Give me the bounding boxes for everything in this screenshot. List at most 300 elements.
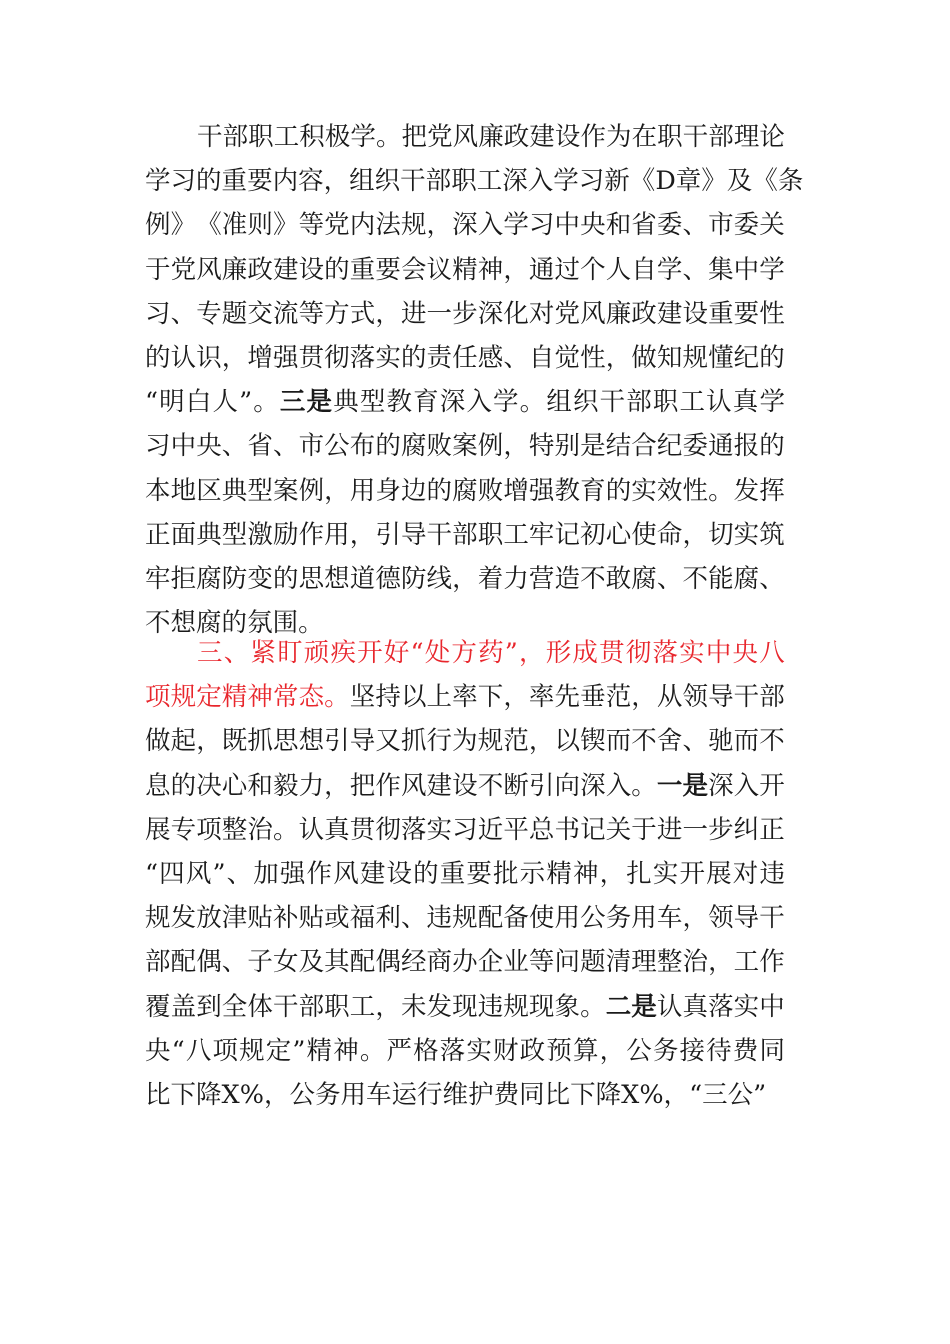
text-char: 职 — [451, 166, 477, 197]
text-char: 部 — [298, 991, 325, 1022]
text-char: 典 — [196, 519, 222, 550]
text-char: 职 — [652, 387, 679, 418]
text-char: 毅 — [272, 770, 299, 801]
text-char: 。 — [375, 122, 402, 152]
text-char: 育 — [413, 387, 439, 418]
text-char: 做 — [145, 726, 171, 757]
text-char: 下 — [477, 682, 504, 713]
text-char: 行 — [426, 726, 453, 757]
text-char: 集 — [708, 254, 734, 285]
text-char: 干 — [759, 903, 785, 934]
text-line — [145, 424, 785, 468]
text-char: 交 — [247, 298, 273, 329]
text-char: 步 — [708, 814, 734, 845]
text-char: 作 — [580, 122, 606, 152]
text-char: 职 — [248, 122, 274, 152]
text-char: 省 — [631, 210, 657, 241]
text-char: 干 — [197, 122, 223, 152]
text-char: 不 — [477, 770, 504, 801]
text-char: 从 — [656, 682, 683, 713]
text-char: 对 — [732, 858, 759, 889]
text-char: 纠 — [733, 814, 760, 845]
text-char: 真 — [324, 814, 350, 845]
text-char: 深 — [439, 387, 466, 418]
text-char: 开 — [679, 858, 706, 889]
text-char: 实 — [631, 475, 657, 506]
text-char: ， — [503, 254, 529, 285]
heading-char: 好 — [383, 638, 410, 668]
text-char: 同 — [759, 1035, 785, 1066]
text-char: 中 — [554, 210, 581, 241]
text-char: 认 — [706, 387, 732, 418]
text-char: 车 — [656, 903, 683, 934]
text-char: 腐 — [196, 563, 222, 594]
heading-char: 神 — [247, 682, 273, 713]
text-char: ， — [324, 475, 350, 506]
text-char: 任 — [452, 342, 478, 373]
text-char: 委 — [733, 210, 760, 241]
text-char: 深 — [708, 770, 734, 801]
text-char: 的 — [272, 563, 299, 594]
text-char: 、 — [170, 298, 197, 329]
text-line — [145, 1029, 785, 1073]
text-char: 设 — [682, 298, 708, 329]
text-char: 为 — [606, 122, 632, 152]
text-char: 务 — [605, 903, 632, 934]
text-char: 书 — [554, 814, 581, 845]
text-char: 《 — [629, 166, 656, 197]
text-char: 型 — [221, 519, 248, 550]
text-char: 干 — [426, 519, 453, 550]
text-char: 党 — [170, 254, 197, 285]
text-char: 备 — [503, 903, 529, 934]
text-char: “ — [689, 1079, 703, 1110]
text-char: 心 — [605, 519, 632, 550]
text-char: 织 — [572, 387, 599, 418]
text-char: ， — [426, 210, 453, 241]
text-char: 规 — [477, 726, 504, 757]
text-char: 使 — [528, 903, 555, 934]
text-char: 市 — [298, 431, 325, 462]
text-char: 部 — [425, 166, 452, 197]
text-char: 规 — [503, 991, 529, 1022]
text-char: 风 — [333, 858, 359, 889]
text-char: 神 — [477, 254, 504, 285]
text-char: 商 — [426, 947, 453, 978]
text-char: 率 — [528, 682, 555, 713]
text-char: 而 — [605, 726, 632, 757]
text-char: 党 — [427, 122, 453, 152]
text-char: 建 — [529, 122, 555, 152]
text-char: 部 — [626, 387, 652, 418]
text-char: 别 — [554, 431, 581, 462]
text-char: 公 — [727, 1079, 754, 1110]
heading-char: 方 — [451, 638, 477, 668]
text-char: 学 — [145, 166, 171, 197]
text-char: 比 — [145, 1079, 171, 1110]
text-char: 方 — [324, 298, 350, 329]
text-char: 关 — [759, 210, 785, 241]
text-char: 上 — [426, 682, 453, 713]
text-char: 偶 — [196, 947, 222, 978]
text-char: 教 — [386, 387, 412, 418]
text-char: ， — [663, 1079, 690, 1110]
text-char: 工 — [733, 947, 760, 978]
text-char: 风 — [196, 254, 222, 285]
text-char: 腐 — [196, 608, 222, 639]
text-char: 公 — [580, 903, 606, 934]
text-char: 用 — [554, 903, 581, 934]
text-char: 化 — [503, 298, 529, 329]
text-char: 整 — [656, 947, 683, 978]
text-char: 筑 — [759, 519, 785, 550]
text-char: 费 — [493, 1079, 520, 1110]
text-char: 人 — [605, 254, 632, 285]
text-char: 牢 — [145, 563, 171, 594]
text-char: 政 — [247, 254, 273, 285]
text-char: ， — [605, 342, 632, 373]
text-char: 想 — [324, 563, 350, 594]
text-char: 报 — [733, 431, 760, 462]
text-char: 为 — [452, 726, 478, 757]
text-char: 规 — [400, 210, 427, 241]
text-char: 能 — [708, 563, 734, 594]
text-char: 垂 — [580, 682, 606, 713]
text-char: ， — [708, 947, 734, 978]
text-char: 认 — [656, 991, 683, 1022]
text-char: 现 — [452, 991, 478, 1022]
text-char: 配 — [170, 947, 197, 978]
heading-char: 疾 — [330, 638, 356, 668]
text-line — [145, 631, 785, 675]
text-char: 市 — [708, 210, 734, 241]
heading-char: ” — [504, 638, 518, 668]
text-line — [145, 852, 785, 896]
text-char: 防 — [400, 563, 427, 594]
text-char: 福 — [349, 903, 376, 934]
text-char: 及 — [298, 947, 325, 978]
text-char: ， — [196, 726, 222, 757]
text-char: 深 — [452, 210, 478, 241]
text-char: ， — [452, 563, 478, 594]
text-char: 落 — [400, 814, 427, 845]
text-char: 及 — [726, 166, 753, 197]
text-char: 。 — [631, 770, 657, 801]
text-char: 典 — [221, 475, 248, 506]
text-char: 要 — [733, 298, 760, 329]
text-char: 内 — [272, 166, 299, 197]
text-line — [145, 808, 785, 852]
text-char: 氛 — [247, 608, 273, 639]
heading-char: 彻 — [625, 638, 652, 668]
emphasis-char: 二 — [605, 991, 632, 1022]
heading-char: ， — [519, 638, 545, 668]
text-char: 公 — [626, 1035, 652, 1066]
text-char: 切 — [708, 519, 734, 550]
text-char: 津 — [221, 903, 248, 934]
text-char: 落 — [439, 1035, 466, 1066]
text-char: 规 — [145, 903, 171, 934]
text-char: 央 — [145, 1035, 171, 1066]
text-char: 章 — [675, 166, 702, 197]
text-char: 干 — [272, 991, 299, 1022]
text-char: 实 — [652, 858, 679, 889]
paragraph-study-education — [145, 115, 804, 645]
heading-char: 八 — [759, 638, 785, 668]
text-char: 变 — [247, 563, 273, 594]
text-char: 过 — [554, 254, 581, 285]
text-char: 女 — [272, 947, 299, 978]
text-char: 不 — [145, 608, 171, 639]
text-char: 学 — [656, 254, 683, 285]
text-char: 开 — [759, 770, 785, 801]
text-char: 学 — [350, 122, 376, 152]
text-char: 牢 — [528, 519, 555, 550]
text-char: 决 — [196, 770, 222, 801]
emphasis-char: 是 — [631, 991, 657, 1022]
heading-char: “ — [410, 638, 424, 668]
text-char: 本 — [145, 475, 171, 506]
text-char: 积 — [299, 122, 325, 152]
text-char: 发 — [733, 475, 760, 506]
text-char: 认 — [170, 342, 197, 373]
text-char: 要 — [466, 858, 492, 889]
text-char: 学 — [503, 210, 529, 241]
text-char: 又 — [375, 726, 401, 757]
text-char: 懂 — [708, 342, 734, 373]
text-char: 展 — [145, 814, 171, 845]
heading-char: 常 — [272, 682, 299, 713]
text-char: 败 — [426, 431, 453, 462]
text-char: 进 — [400, 298, 427, 329]
emphasis-char: 三 — [279, 387, 306, 418]
text-char: 是 — [580, 431, 606, 462]
text-char: 的 — [413, 858, 439, 889]
text-char: 发 — [170, 903, 197, 934]
text-char: 型 — [247, 475, 273, 506]
emphasis-char: 是 — [306, 387, 333, 418]
text-char: 不 — [631, 726, 657, 757]
text-char: 入 — [466, 387, 492, 418]
text-char: 例 — [298, 475, 325, 506]
text-char: 神 — [572, 858, 599, 889]
text-char: ， — [528, 726, 555, 757]
text-char: 风 — [185, 858, 212, 889]
text-char: 配 — [349, 947, 376, 978]
text-line — [145, 675, 785, 719]
text-char: 舍 — [656, 726, 683, 757]
text-char: 新 — [604, 166, 630, 197]
text-char: ， — [263, 1079, 290, 1110]
text-char: 向 — [554, 770, 581, 801]
text-char: 专 — [196, 298, 222, 329]
text-char: ， — [503, 682, 529, 713]
text-char: 于 — [631, 814, 657, 845]
text-char: 的 — [426, 475, 453, 506]
heading-char: 定 — [196, 682, 222, 713]
text-char: 领 — [682, 682, 708, 713]
text-char: 项 — [196, 814, 222, 845]
text-char: 合 — [631, 431, 657, 462]
text-line — [145, 513, 785, 557]
text-char: 定 — [265, 1035, 292, 1066]
text-char: 持 — [375, 682, 401, 713]
text-char: 政 — [631, 298, 657, 329]
text-char: 结 — [605, 431, 632, 462]
text-char: 工 — [679, 387, 706, 418]
text-char: 特 — [528, 431, 555, 462]
text-char: 作 — [375, 770, 401, 801]
text-char: 坚 — [349, 682, 376, 713]
text-char: 待 — [706, 1035, 732, 1066]
text-char: 而 — [733, 726, 760, 757]
text-char: 会 — [400, 254, 427, 285]
text-char: 不 — [580, 563, 606, 594]
text-char: 思 — [272, 726, 299, 757]
text-char: 学 — [759, 387, 785, 418]
text-char: 业 — [503, 947, 529, 978]
text-char: 部 — [145, 947, 171, 978]
text-char: 落 — [708, 991, 734, 1022]
text-char: 财 — [493, 1035, 519, 1066]
text-char: 性 — [682, 475, 708, 506]
text-char: 补 — [272, 903, 299, 934]
text-char: 其 — [324, 947, 350, 978]
text-char: 把 — [401, 122, 428, 152]
text-char: 使 — [631, 519, 657, 550]
text-line — [145, 764, 785, 808]
heading-char: 开 — [357, 638, 383, 668]
text-char: 务 — [652, 1035, 679, 1066]
text-char: 。 — [359, 1035, 386, 1066]
text-char: 格 — [413, 1035, 439, 1066]
text-char: 批 — [493, 858, 519, 889]
text-char: 学 — [759, 254, 785, 285]
text-char: 初 — [580, 519, 606, 550]
text-char: 入 — [605, 770, 632, 801]
text-char: 的 — [605, 475, 632, 506]
text-char: 维 — [442, 1079, 469, 1110]
text-char: 公 — [289, 1079, 315, 1110]
text-line — [145, 940, 785, 984]
text-char: 现 — [528, 991, 555, 1022]
text-char: 力 — [298, 770, 325, 801]
text-char: 《 — [196, 210, 222, 241]
text-char: 干 — [400, 166, 426, 197]
text-char: 式 — [349, 298, 376, 329]
text-char: 身 — [375, 475, 401, 506]
text-char: 强 — [279, 858, 306, 889]
text-char: 体 — [247, 991, 273, 1022]
heading-char: 三 — [197, 638, 223, 668]
text-char: 励 — [272, 519, 299, 550]
heading-char: 规 — [170, 682, 197, 713]
text-char: 育 — [580, 475, 606, 506]
text-char: ， — [682, 519, 708, 550]
text-char: 条 — [777, 166, 804, 197]
text-char: 引 — [528, 770, 555, 801]
text-char: 运 — [391, 1079, 418, 1110]
text-char: 以 — [554, 726, 581, 757]
text-char: 违 — [759, 858, 785, 889]
paragraph-section-three — [145, 631, 785, 1117]
text-char: 作 — [306, 858, 333, 889]
text-char: 入 — [477, 210, 504, 241]
text-char: 个 — [580, 254, 606, 285]
text-char: 想 — [170, 608, 197, 639]
text-char: 廉 — [605, 298, 632, 329]
text-char: 问 — [554, 947, 581, 978]
text-char: “ — [145, 858, 159, 889]
text-char: 规 — [682, 342, 708, 373]
text-char: 贴 — [247, 903, 273, 934]
text-char: 纪 — [733, 342, 760, 373]
text-char: 。 — [272, 814, 299, 845]
text-line — [145, 115, 785, 159]
text-char: 近 — [477, 814, 504, 845]
text-char: 率 — [452, 682, 478, 713]
text-char: 强 — [528, 475, 555, 506]
text-char: 建 — [426, 770, 453, 801]
text-char: 范 — [605, 682, 632, 713]
text-char: 、 — [221, 431, 248, 462]
text-char: 自 — [528, 342, 555, 373]
text-char: 利 — [375, 903, 401, 934]
text-char: 加 — [253, 858, 279, 889]
text-char: 全 — [221, 991, 248, 1022]
text-char: 、 — [503, 342, 529, 373]
text-line — [145, 336, 785, 380]
text-char: 建 — [359, 858, 386, 889]
text-char: 断 — [503, 770, 529, 801]
heading-char: 落 — [652, 638, 678, 668]
text-char: 设 — [452, 770, 478, 801]
text-char: 例 — [145, 210, 171, 241]
text-char: 区 — [196, 475, 222, 506]
text-char: 效 — [656, 475, 683, 506]
text-char: 进 — [656, 814, 683, 845]
text-char: 务 — [314, 1079, 341, 1110]
text-char: 围 — [272, 608, 299, 639]
text-char: 。 — [519, 387, 546, 418]
text-char: 落 — [349, 342, 376, 373]
text-line — [145, 896, 785, 940]
text-char: 和 — [605, 210, 632, 241]
text-char: 导 — [708, 682, 734, 713]
text-char: 省 — [247, 431, 273, 462]
text-char: 理 — [631, 947, 657, 978]
text-char: 流 — [272, 298, 299, 329]
text-char: 子 — [247, 947, 273, 978]
heading-char: 成 — [572, 638, 598, 668]
text-char: D — [655, 166, 676, 197]
text-char: 敢 — [605, 563, 632, 594]
text-char: 的 — [145, 342, 171, 373]
text-char: 行 — [417, 1079, 443, 1110]
text-char: 《 — [752, 166, 778, 197]
heading-char: 盯 — [277, 638, 303, 668]
text-char: 廉 — [478, 122, 504, 152]
text-char: 总 — [528, 814, 555, 845]
text-char: 、 — [682, 210, 708, 241]
text-char: ” — [239, 387, 253, 418]
text-char: 的 — [400, 342, 427, 373]
text-char: ， — [682, 903, 708, 934]
text-char: 记 — [554, 519, 581, 550]
text-char: 强 — [272, 342, 299, 373]
text-char: 一 — [426, 298, 453, 329]
text-char: 彻 — [375, 814, 401, 845]
